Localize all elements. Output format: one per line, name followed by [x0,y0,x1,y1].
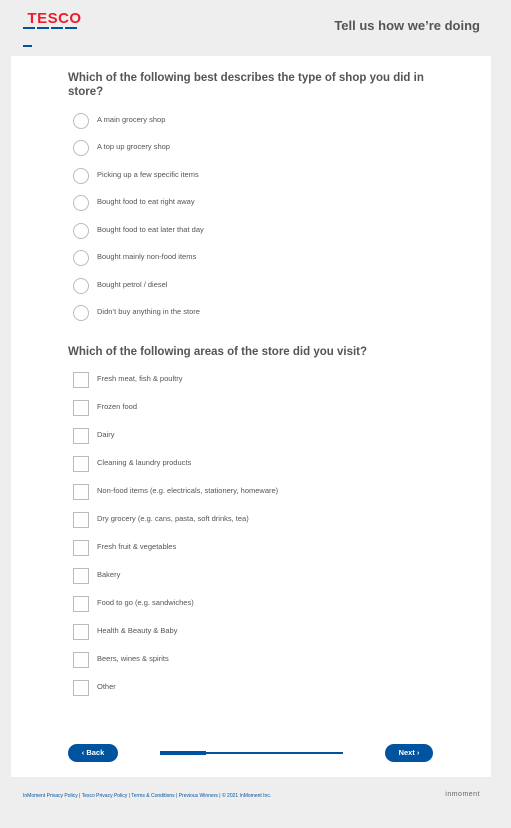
question-1-title: Which of the following best describes the type of shop you did in store? [68,72,424,98]
radio-button[interactable] [73,140,89,156]
checkbox[interactable] [73,456,89,472]
checkbox[interactable] [73,428,89,444]
checkbox[interactable] [73,568,89,584]
option-label: Food to go (e.g. sandwiches) [97,598,194,607]
checkbox[interactable] [73,624,89,640]
option-label: Bought mainly non-food items [97,252,197,261]
checkbox[interactable] [73,596,89,612]
checkbox[interactable] [73,372,89,388]
radio-button[interactable] [73,278,89,294]
radio-button[interactable] [73,195,89,211]
radio-button[interactable] [73,168,89,184]
checkbox[interactable] [73,652,89,668]
header-title: Tell us how we’re doing [334,18,480,33]
option-label: Bakery [97,570,121,579]
option-label: A main grocery shop [97,115,166,124]
radio-button[interactable] [73,305,89,321]
option-label: Bought petrol / diesel [97,280,168,289]
option-label: Bought food to eat right away [97,197,195,206]
option-label: Beers, wines & spirits [97,654,169,663]
header [0,0,511,48]
radio-button[interactable] [73,223,89,239]
progress-fill [160,751,206,755]
option-label: Fresh meat, fish & poultry [97,374,183,383]
checkbox[interactable] [73,512,89,528]
option-label: Non-food items (e.g. electricals, stationery, homeware) [97,486,279,495]
option-label: Health & Beauty & Baby [97,626,178,635]
option-label: A top up grocery shop [97,142,170,151]
tesco-logo [23,11,86,33]
radio-button[interactable] [73,250,89,266]
option-label: Dry grocery (e.g. cans, pasta, soft drinks, tea) [97,514,249,523]
inmoment-logo: inmoment [445,791,480,798]
option-label: Bought food to eat later that day [97,225,204,234]
progress-bar [160,752,343,754]
checkbox[interactable] [73,680,89,696]
checkbox[interactable] [73,540,89,556]
logo-stripes [23,27,86,33]
checkbox[interactable] [73,484,89,500]
option-label: Dairy [97,430,115,439]
option-label: Frozen food [97,402,138,411]
option-label: Fresh fruit & vegetables [97,542,177,551]
option-label: Cleaning & laundry products [97,458,192,467]
next-button[interactable]: Next › [385,744,433,762]
checkbox[interactable] [73,400,89,416]
option-label: Picking up a few specific items [97,170,199,179]
survey-card [11,56,491,777]
option-label: Didn’t buy anything in the store [97,307,200,316]
footer-links[interactable]: InMoment Privacy Policy | Tesco Privacy Policy | Terms & Conditions | Previous Winners | © 2021 InMoment Inc. [23,793,272,799]
option-label: Other [97,682,116,691]
radio-button[interactable] [73,113,89,129]
question-2-title: Which of the following areas of the store did you visit? [68,346,368,358]
logo-text: TESCO [27,10,82,27]
back-button[interactable]: ‹ Back [68,744,118,762]
